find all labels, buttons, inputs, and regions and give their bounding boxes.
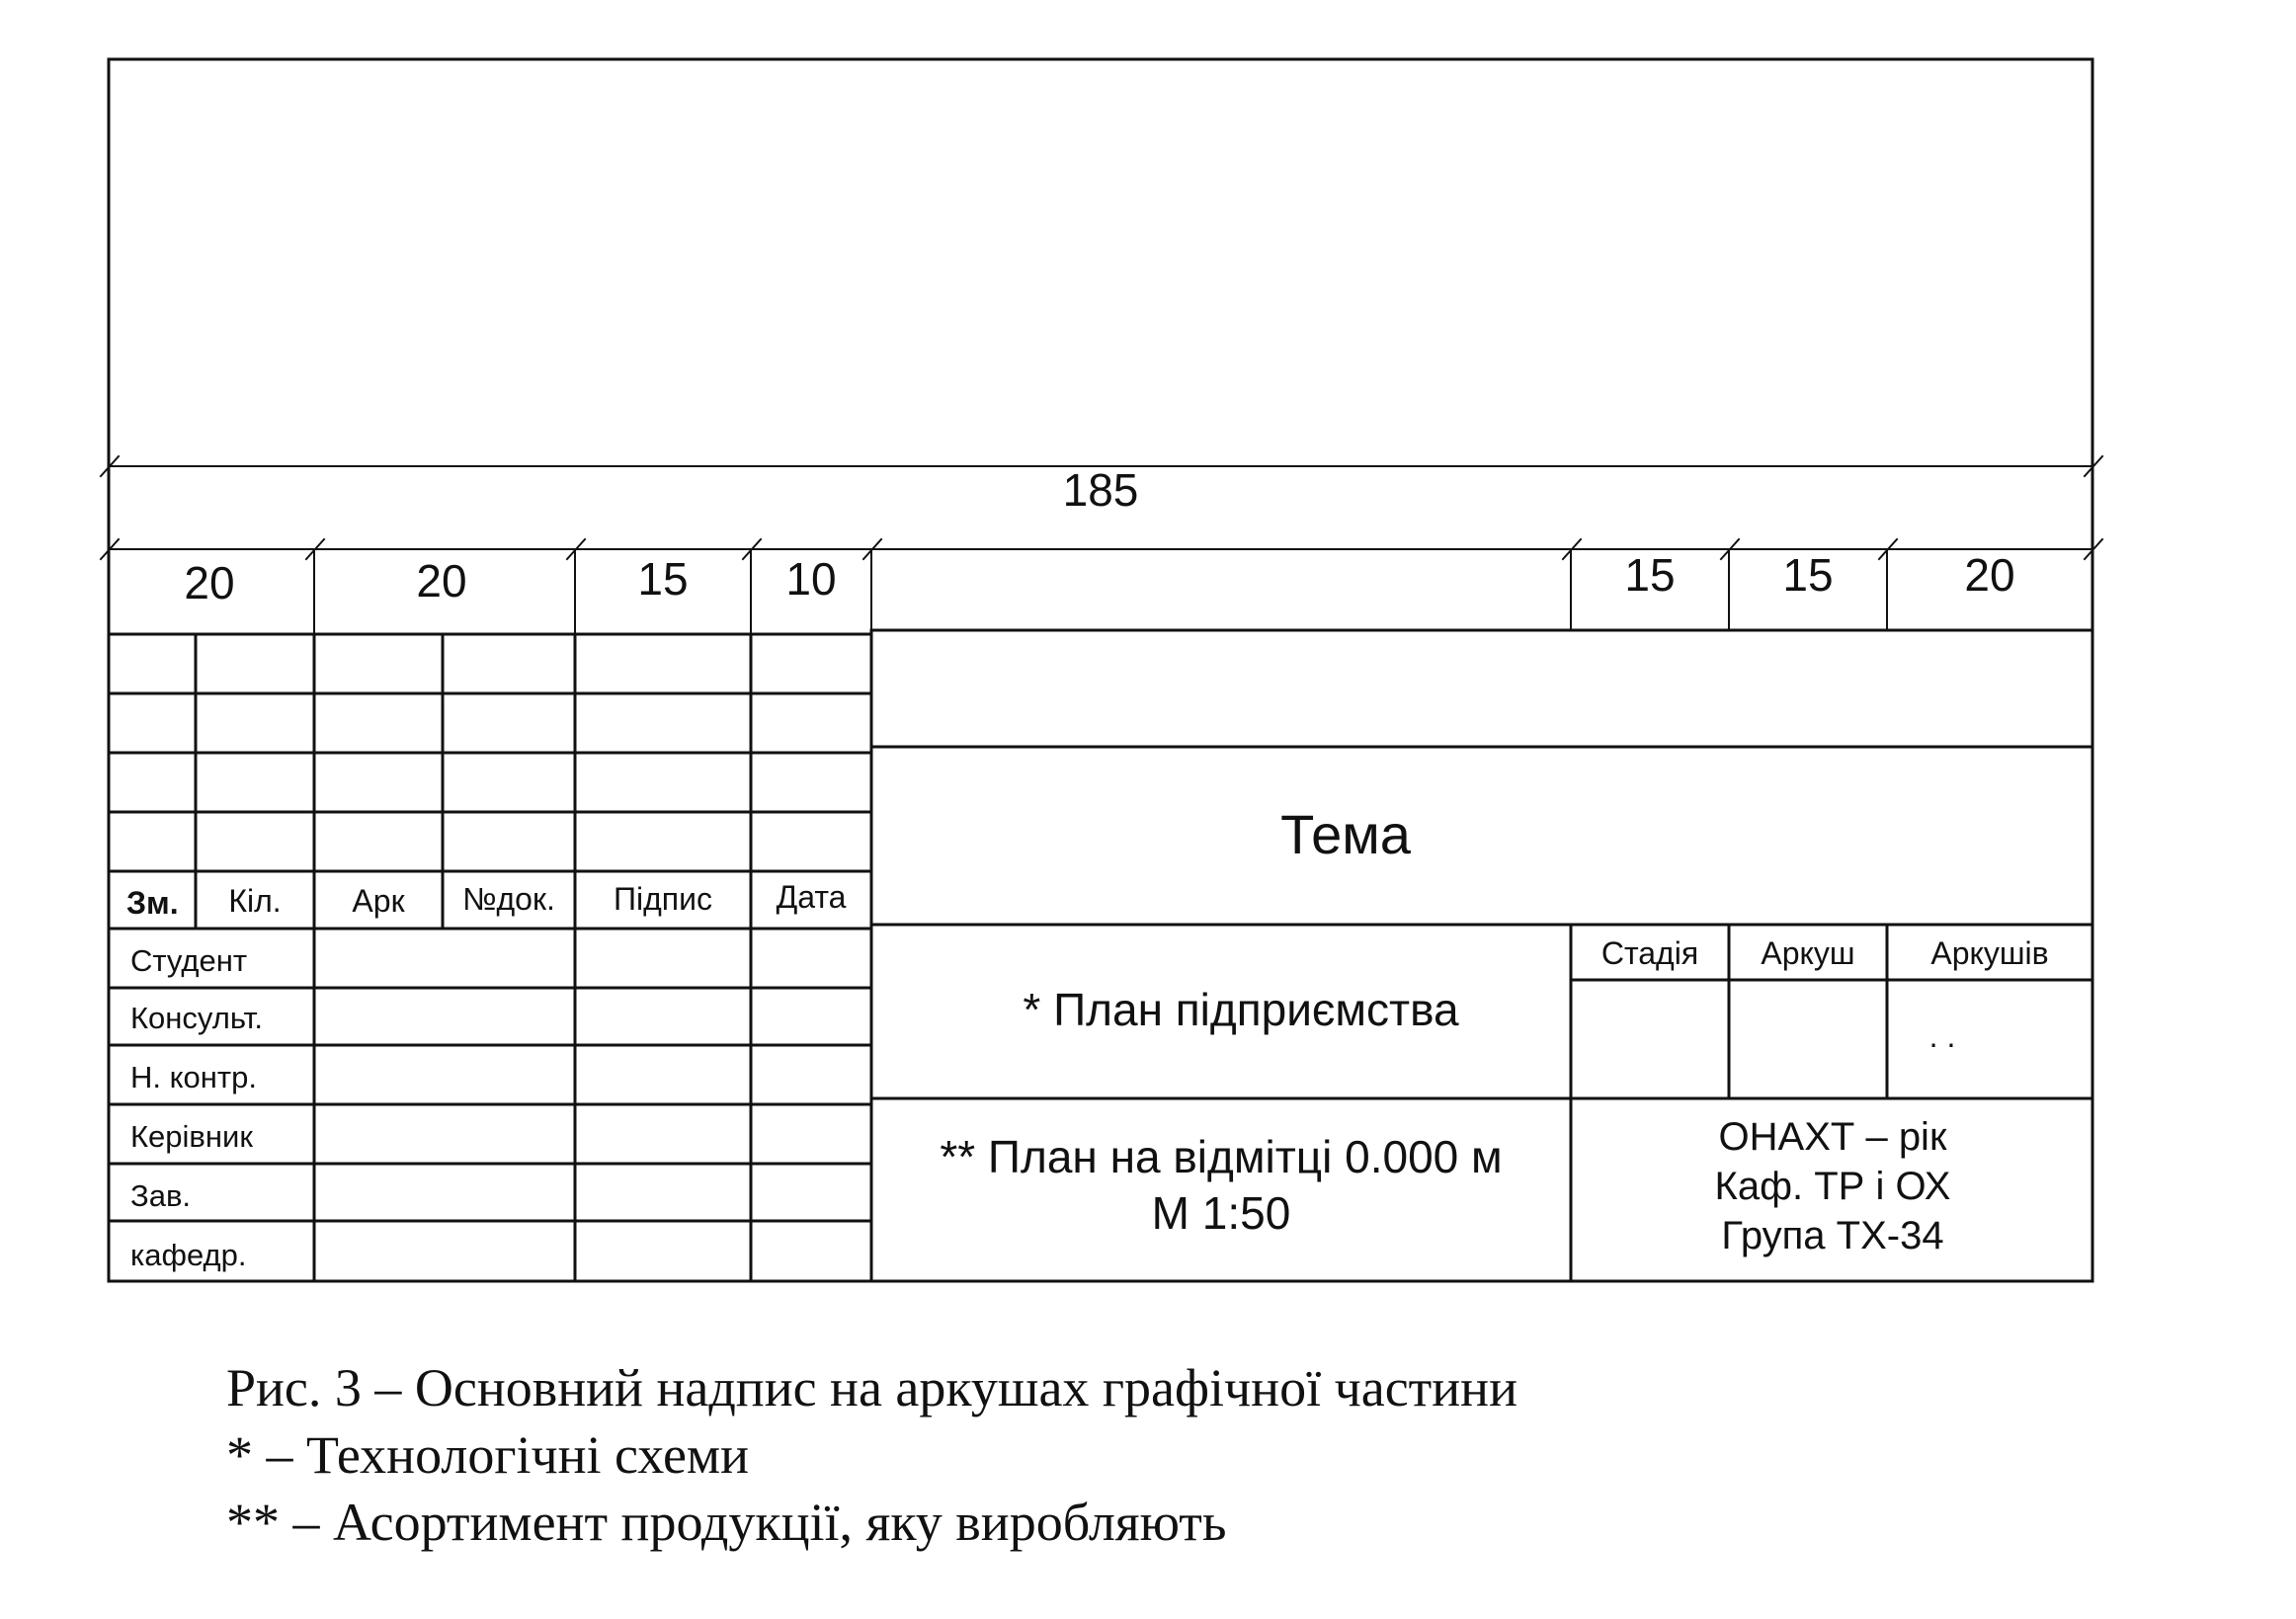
drawing-name-field: * План підприємства xyxy=(1023,984,1459,1035)
dim-col-2: 20 xyxy=(416,555,467,607)
dim-col-1: 20 xyxy=(184,557,235,608)
stage-arkushiv-label: Аркушів xyxy=(1930,935,2049,971)
caption-note-2: ** – Асортимент продукції, яку виробляють xyxy=(226,1493,1227,1552)
dim-overall: 185 xyxy=(1062,464,1139,516)
org-line-2: Каф. ТР і ОХ xyxy=(1714,1165,1951,1208)
dim-col-6: 15 xyxy=(1782,549,1834,601)
role-student: Студент xyxy=(130,943,248,978)
header-ark: Арк xyxy=(352,883,405,919)
header-zm: Зм. xyxy=(126,885,179,921)
role-norm-control: Н. контр. xyxy=(130,1060,257,1094)
dim-col-7: 20 xyxy=(1964,549,2015,601)
caption-note-1: * – Технологічні схеми xyxy=(226,1425,749,1485)
stage-arkushiv-value: . . xyxy=(1928,1018,1956,1054)
stage-arkush-label: Аркуш xyxy=(1761,935,1855,971)
role-head: Зав. xyxy=(130,1178,192,1213)
plan-scale: М 1:50 xyxy=(1151,1187,1291,1239)
role-consultant: Консульт. xyxy=(130,1001,263,1035)
header-kil: Кіл. xyxy=(228,883,282,919)
role-supervisor: Керівник xyxy=(130,1119,253,1154)
dim-col-4: 10 xyxy=(785,553,837,605)
header-data: Дата xyxy=(776,879,847,915)
dim-col-3: 15 xyxy=(637,553,689,605)
plan-line-1: ** План на відмітці 0.000 м xyxy=(940,1131,1503,1182)
org-line-3: Група ТХ-34 xyxy=(1721,1214,1944,1257)
stage-stadia-label: Стадія xyxy=(1600,935,1699,971)
org-line-1: ОНАХТ – рік xyxy=(1718,1115,1947,1159)
header-pidpys: Підпис xyxy=(614,881,712,917)
role-department: кафедр. xyxy=(130,1238,247,1272)
dim-col-5: 15 xyxy=(1624,549,1676,601)
figure-caption: Рис. 3 – Основний надпис на аркушах графічної частини xyxy=(226,1358,1517,1417)
header-ndok: №док. xyxy=(462,881,555,917)
topic-field: Тема xyxy=(1280,803,1411,865)
